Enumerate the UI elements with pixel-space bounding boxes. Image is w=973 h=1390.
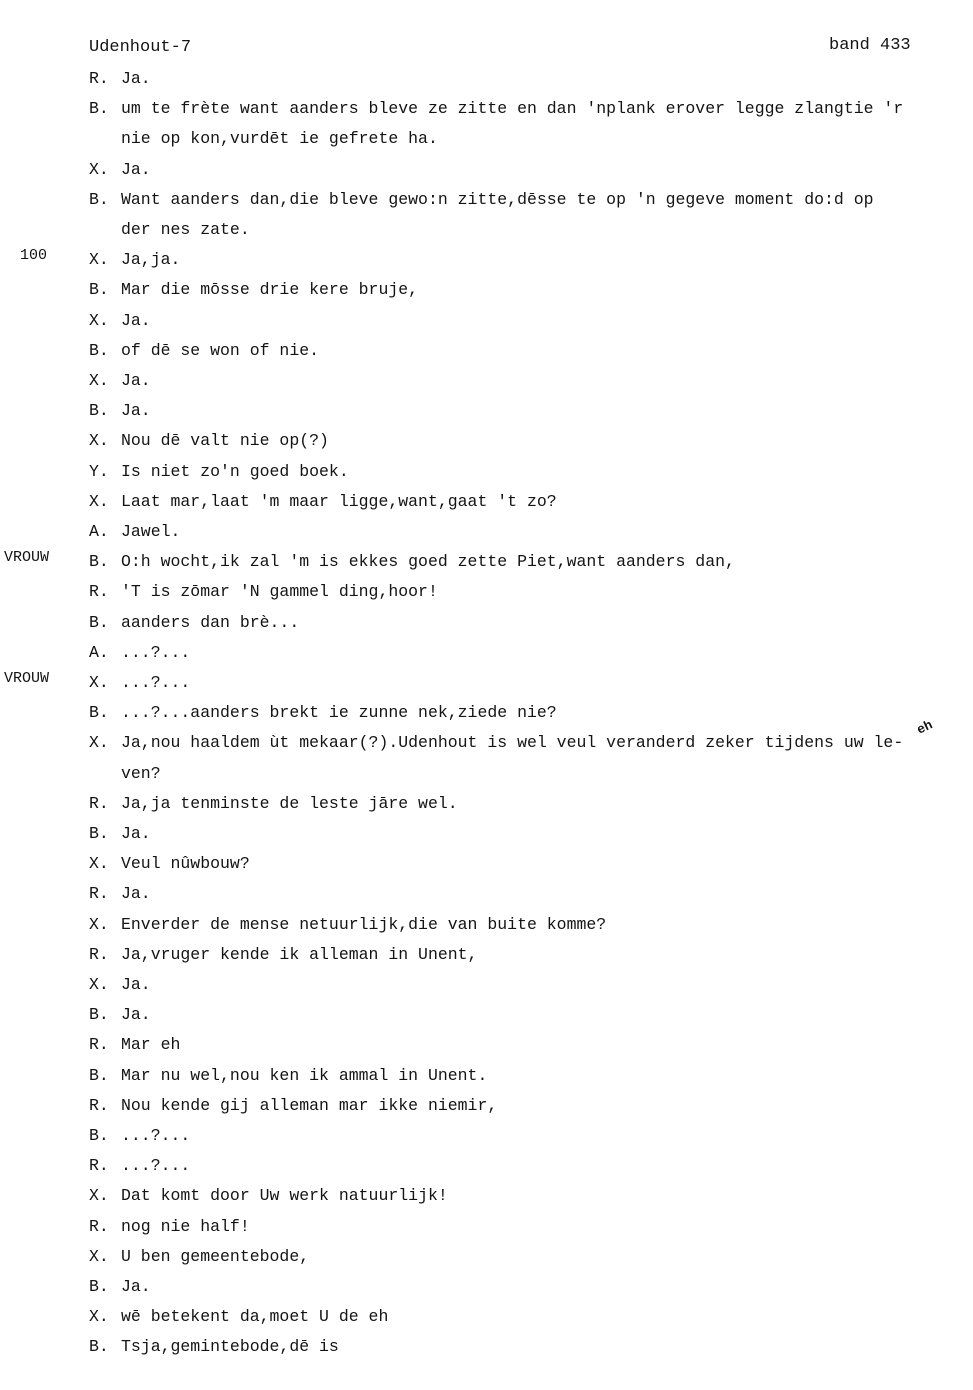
handwritten-annotation: eh [914, 717, 936, 738]
utterance-text: ...?...aanders brekt ie zunne nek,ziede nie? [121, 703, 557, 722]
speaker-label: B. [89, 1337, 109, 1356]
utterance-text: Veul nûwbouw? [121, 854, 250, 873]
utterance-text: Ja. [121, 401, 151, 420]
utterance-text: ...?... [121, 673, 191, 692]
header-left: Udenhout-7 [89, 38, 192, 57]
speaker-label: X. [89, 250, 109, 269]
header-right: band 433 [829, 36, 911, 55]
utterance-text: Want aanders dan,die bleve gewo:n zitte,dēsse te op 'n gegeve moment do:d op [121, 190, 874, 209]
utterance-text: Nou dē valt nie op(?) [121, 431, 329, 450]
speaker-label: B. [89, 1126, 109, 1145]
speaker-label: X. [89, 673, 109, 692]
utterance-text: Jawel. [121, 522, 181, 541]
speaker-label: X. [89, 733, 109, 752]
utterance-text: nie op kon,vurdēt ie gefrete ha. [121, 129, 438, 148]
speaker-label: B. [89, 190, 109, 209]
utterance-text: Ja,ja. [121, 250, 181, 269]
speaker-label: B. [89, 613, 109, 632]
speaker-label: R. [89, 1035, 109, 1054]
speaker-label: A. [89, 522, 109, 541]
speaker-label: R. [89, 1096, 109, 1115]
speaker-label: X. [89, 1186, 109, 1205]
utterance-text: wē betekent da,moet U de eh [121, 1307, 389, 1326]
speaker-label: B. [89, 703, 109, 722]
utterance-text: Ja,ja tenminste de leste jāre wel. [121, 794, 458, 813]
utterance-text: aanders dan brè... [121, 613, 300, 632]
speaker-label: X. [89, 371, 109, 390]
utterance-text: of dē se won of nie. [121, 341, 320, 360]
utterance-text: ven? [121, 764, 161, 783]
utterance-text: Enverder de mense netuurlijk,die van buite komme? [121, 915, 607, 934]
utterance-text: ...?... [121, 1126, 191, 1145]
speaker-label: R. [89, 945, 109, 964]
utterance-text: nog nie half! [121, 1217, 250, 1236]
margin-note: VROUW [4, 549, 50, 566]
utterance-text: um te frète want aanders bleve ze zitte en dan 'nplank erover legge zlangtie 'r [121, 99, 904, 118]
utterance-text: Ja. [121, 1005, 151, 1024]
speaker-label: Y. [89, 462, 109, 481]
speaker-label: R. [89, 1156, 109, 1175]
utterance-text: Ja. [121, 884, 151, 903]
speaker-label: B. [89, 552, 109, 571]
utterance-text: Ja. [121, 975, 151, 994]
speaker-label: B. [89, 280, 109, 299]
utterance-text: Nou kende gij alleman mar ikke niemir, [121, 1096, 498, 1115]
speaker-label: X. [89, 915, 109, 934]
utterance-text: 'T is zōmar 'N gammel ding,hoor! [121, 582, 438, 601]
speaker-label: X. [89, 1307, 109, 1326]
utterance-text: Mar die mōsse drie kere bruje, [121, 280, 419, 299]
utterance-text: Ja. [121, 311, 151, 330]
speaker-label: B. [89, 1277, 109, 1296]
speaker-label: B. [89, 1005, 109, 1024]
speaker-label: A. [89, 643, 109, 662]
speaker-label: B. [89, 824, 109, 843]
speaker-label: B. [89, 1066, 109, 1085]
utterance-text: ...?... [121, 1156, 191, 1175]
speaker-label: B. [89, 341, 109, 360]
utterance-text: Laat mar,laat 'm maar ligge,want,gaat 't zo? [121, 492, 557, 511]
utterance-text: Ja,nou haaldem ùt mekaar(?).Udenhout is wel veul veranderd zeker tijdens uw le- [121, 733, 904, 752]
speaker-label: R. [89, 1217, 109, 1236]
speaker-label: X. [89, 975, 109, 994]
speaker-label: R. [89, 69, 109, 88]
utterance-text: Mar nu wel,nou ken ik ammal in Unent. [121, 1066, 488, 1085]
utterance-text: der nes zate. [121, 220, 250, 239]
speaker-label: B. [89, 401, 109, 420]
speaker-label: X. [89, 160, 109, 179]
utterance-text: Is niet zo'n goed boek. [121, 462, 349, 481]
utterance-text: Mar eh [121, 1035, 181, 1054]
utterance-text: Ja. [121, 1277, 151, 1296]
margin-note: VROUW [4, 670, 50, 687]
margin-note: 100 [20, 247, 48, 264]
speaker-label: X. [89, 311, 109, 330]
utterance-text: Ja. [121, 160, 151, 179]
utterance-text: Tsja,gemintebode,dē is [121, 1337, 339, 1356]
speaker-label: X. [89, 854, 109, 873]
speaker-label: R. [89, 582, 109, 601]
speaker-label: B. [89, 99, 109, 118]
utterance-text: Dat komt door Uw werk natuurlijk! [121, 1186, 448, 1205]
utterance-text: Ja. [121, 824, 151, 843]
speaker-label: X. [89, 492, 109, 511]
utterance-text: ...?... [121, 643, 191, 662]
speaker-label: X. [89, 431, 109, 450]
utterance-text: Ja. [121, 69, 151, 88]
utterance-text: U ben gemeentebode, [121, 1247, 310, 1266]
utterance-text: Ja,vruger kende ik alleman in Unent, [121, 945, 478, 964]
utterance-text: Ja. [121, 371, 151, 390]
speaker-label: R. [89, 794, 109, 813]
speaker-label: R. [89, 884, 109, 903]
speaker-label: X. [89, 1247, 109, 1266]
utterance-text: O:h wocht,ik zal 'm is ekkes goed zette Piet,want aanders dan, [121, 552, 735, 571]
